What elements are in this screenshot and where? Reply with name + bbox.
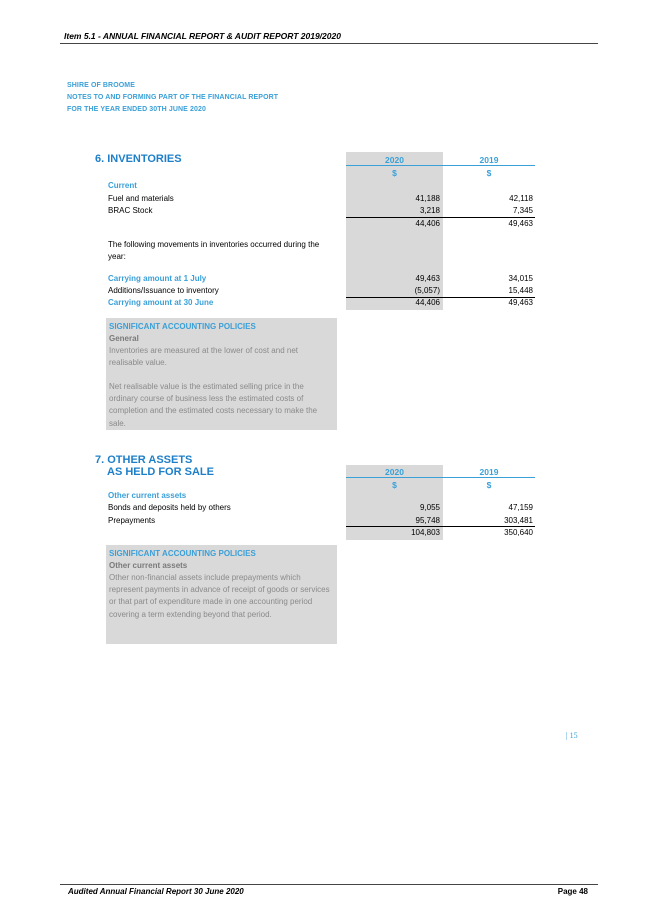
header-rule [60, 43, 598, 44]
note7-row-value-2019: 303,481 [504, 516, 533, 525]
org-name: SHIRE OF BROOME [67, 82, 136, 89]
note6-unit-2019: $ [486, 168, 492, 178]
note6-policy-para1: Inventories are measured at the lower of cost and net realisable value. [109, 346, 298, 368]
note7-row-label: Bonds and deposits held by others [108, 503, 231, 512]
note6-subtotal-rule [346, 217, 535, 218]
note6-row-label: BRAC Stock [108, 206, 153, 215]
note7-policy-box [106, 545, 337, 644]
note6-movement-value-2020: (5,057) [414, 286, 440, 295]
note6-policy-para2: Net realisable value is the estimated selling price in the ordinary course of business less the estimated costs of completion and the estimated costs necessary to make the sale. [109, 382, 318, 428]
note6-movement-label: Carrying amount at 1 July [108, 274, 207, 283]
note7-header-rule [346, 477, 535, 478]
document-header-title: Item 5.1 - ANNUAL FINANCIAL REPORT & AUDIT REPORT 2019/2020 [64, 31, 341, 41]
note6-col-2020: 2020 [385, 155, 404, 165]
footer-page-number: Page 48 [557, 887, 588, 896]
note7-policy-subheading: Other current assets [109, 561, 188, 570]
note7-row-label: Prepayments [108, 516, 156, 525]
note6-title: 6. INVENTORIES [95, 153, 182, 165]
note7-group-label: Other current assets [108, 491, 187, 500]
note6-policy-heading: SIGNIFICANT ACCOUNTING POLICIES [109, 322, 256, 331]
note6-row-value-2019: 7,345 [512, 206, 533, 215]
note7-total-2020: 104,803 [411, 528, 440, 537]
note7-col-2019: 2019 [479, 467, 499, 477]
note6-total-2019: 49,463 [508, 219, 533, 228]
note6-movement-label: Additions/Issuance to inventory [108, 286, 219, 295]
note7-title-line1: 7. OTHER ASSETS [95, 454, 193, 466]
note6-movement-value-2019: 49,463 [508, 298, 533, 307]
note7-row-value-2019: 47,159 [508, 503, 533, 512]
note6-current-label: Current [108, 181, 137, 190]
note7-col-2020: 2020 [385, 467, 404, 477]
note6-movement-value-2020: 49,463 [415, 274, 440, 283]
inner-page-number: | 15 [566, 731, 578, 740]
note6-header-rule [346, 165, 535, 166]
note7-policy-heading: SIGNIFICANT ACCOUNTING POLICIES [109, 549, 256, 558]
note6-row-label: Fuel and materials [108, 194, 174, 203]
note6-policy-subheading: General [109, 334, 139, 343]
note6-movement-value-2020: 44,406 [415, 298, 440, 307]
note6-total-2020: 44,406 [415, 219, 440, 228]
note6-movement-value-2019: 34,015 [508, 274, 533, 283]
note6-row-value-2019: 42,118 [509, 194, 533, 203]
note6-unit-2020: $ [392, 168, 397, 178]
note7-total-rule [346, 526, 535, 527]
report-period: FOR THE YEAR ENDED 30TH JUNE 2020 [67, 106, 206, 113]
note6-movement-label: Carrying amount at 30 June [108, 298, 214, 307]
note7-unit-2019: $ [486, 480, 492, 490]
note7-unit-2020: $ [392, 480, 397, 490]
note7-row-value-2020: 95,748 [415, 516, 440, 525]
footer-title: Audited Annual Financial Report 30 June 2020 [68, 887, 244, 896]
note6-movement-value-2019: 15,448 [508, 286, 533, 295]
report-subtitle: NOTES TO AND FORMING PART OF THE FINANCIAL REPORT [67, 94, 279, 101]
note6-movements-text: The following movements in inventories occurred during the year: [108, 240, 320, 261]
note6-row-value-2020: 3,218 [419, 206, 440, 215]
note6-policy-box [106, 318, 337, 430]
note7-policy-para1: Other non-financial assets include prepayments which represent payments in advance of receipt of goods or services or that part of expenditure made in one accounting period covering a term extending beyond that period. [109, 573, 330, 619]
note7-row-value-2020: 9,055 [419, 503, 440, 512]
footer-rule [60, 884, 598, 885]
note6-col-2019: 2019 [479, 155, 499, 165]
note7-title-line2: AS HELD FOR SALE [107, 466, 214, 478]
note7-total-2019: 350,640 [504, 528, 533, 537]
note6-row-value-2020: 41,188 [415, 194, 440, 203]
